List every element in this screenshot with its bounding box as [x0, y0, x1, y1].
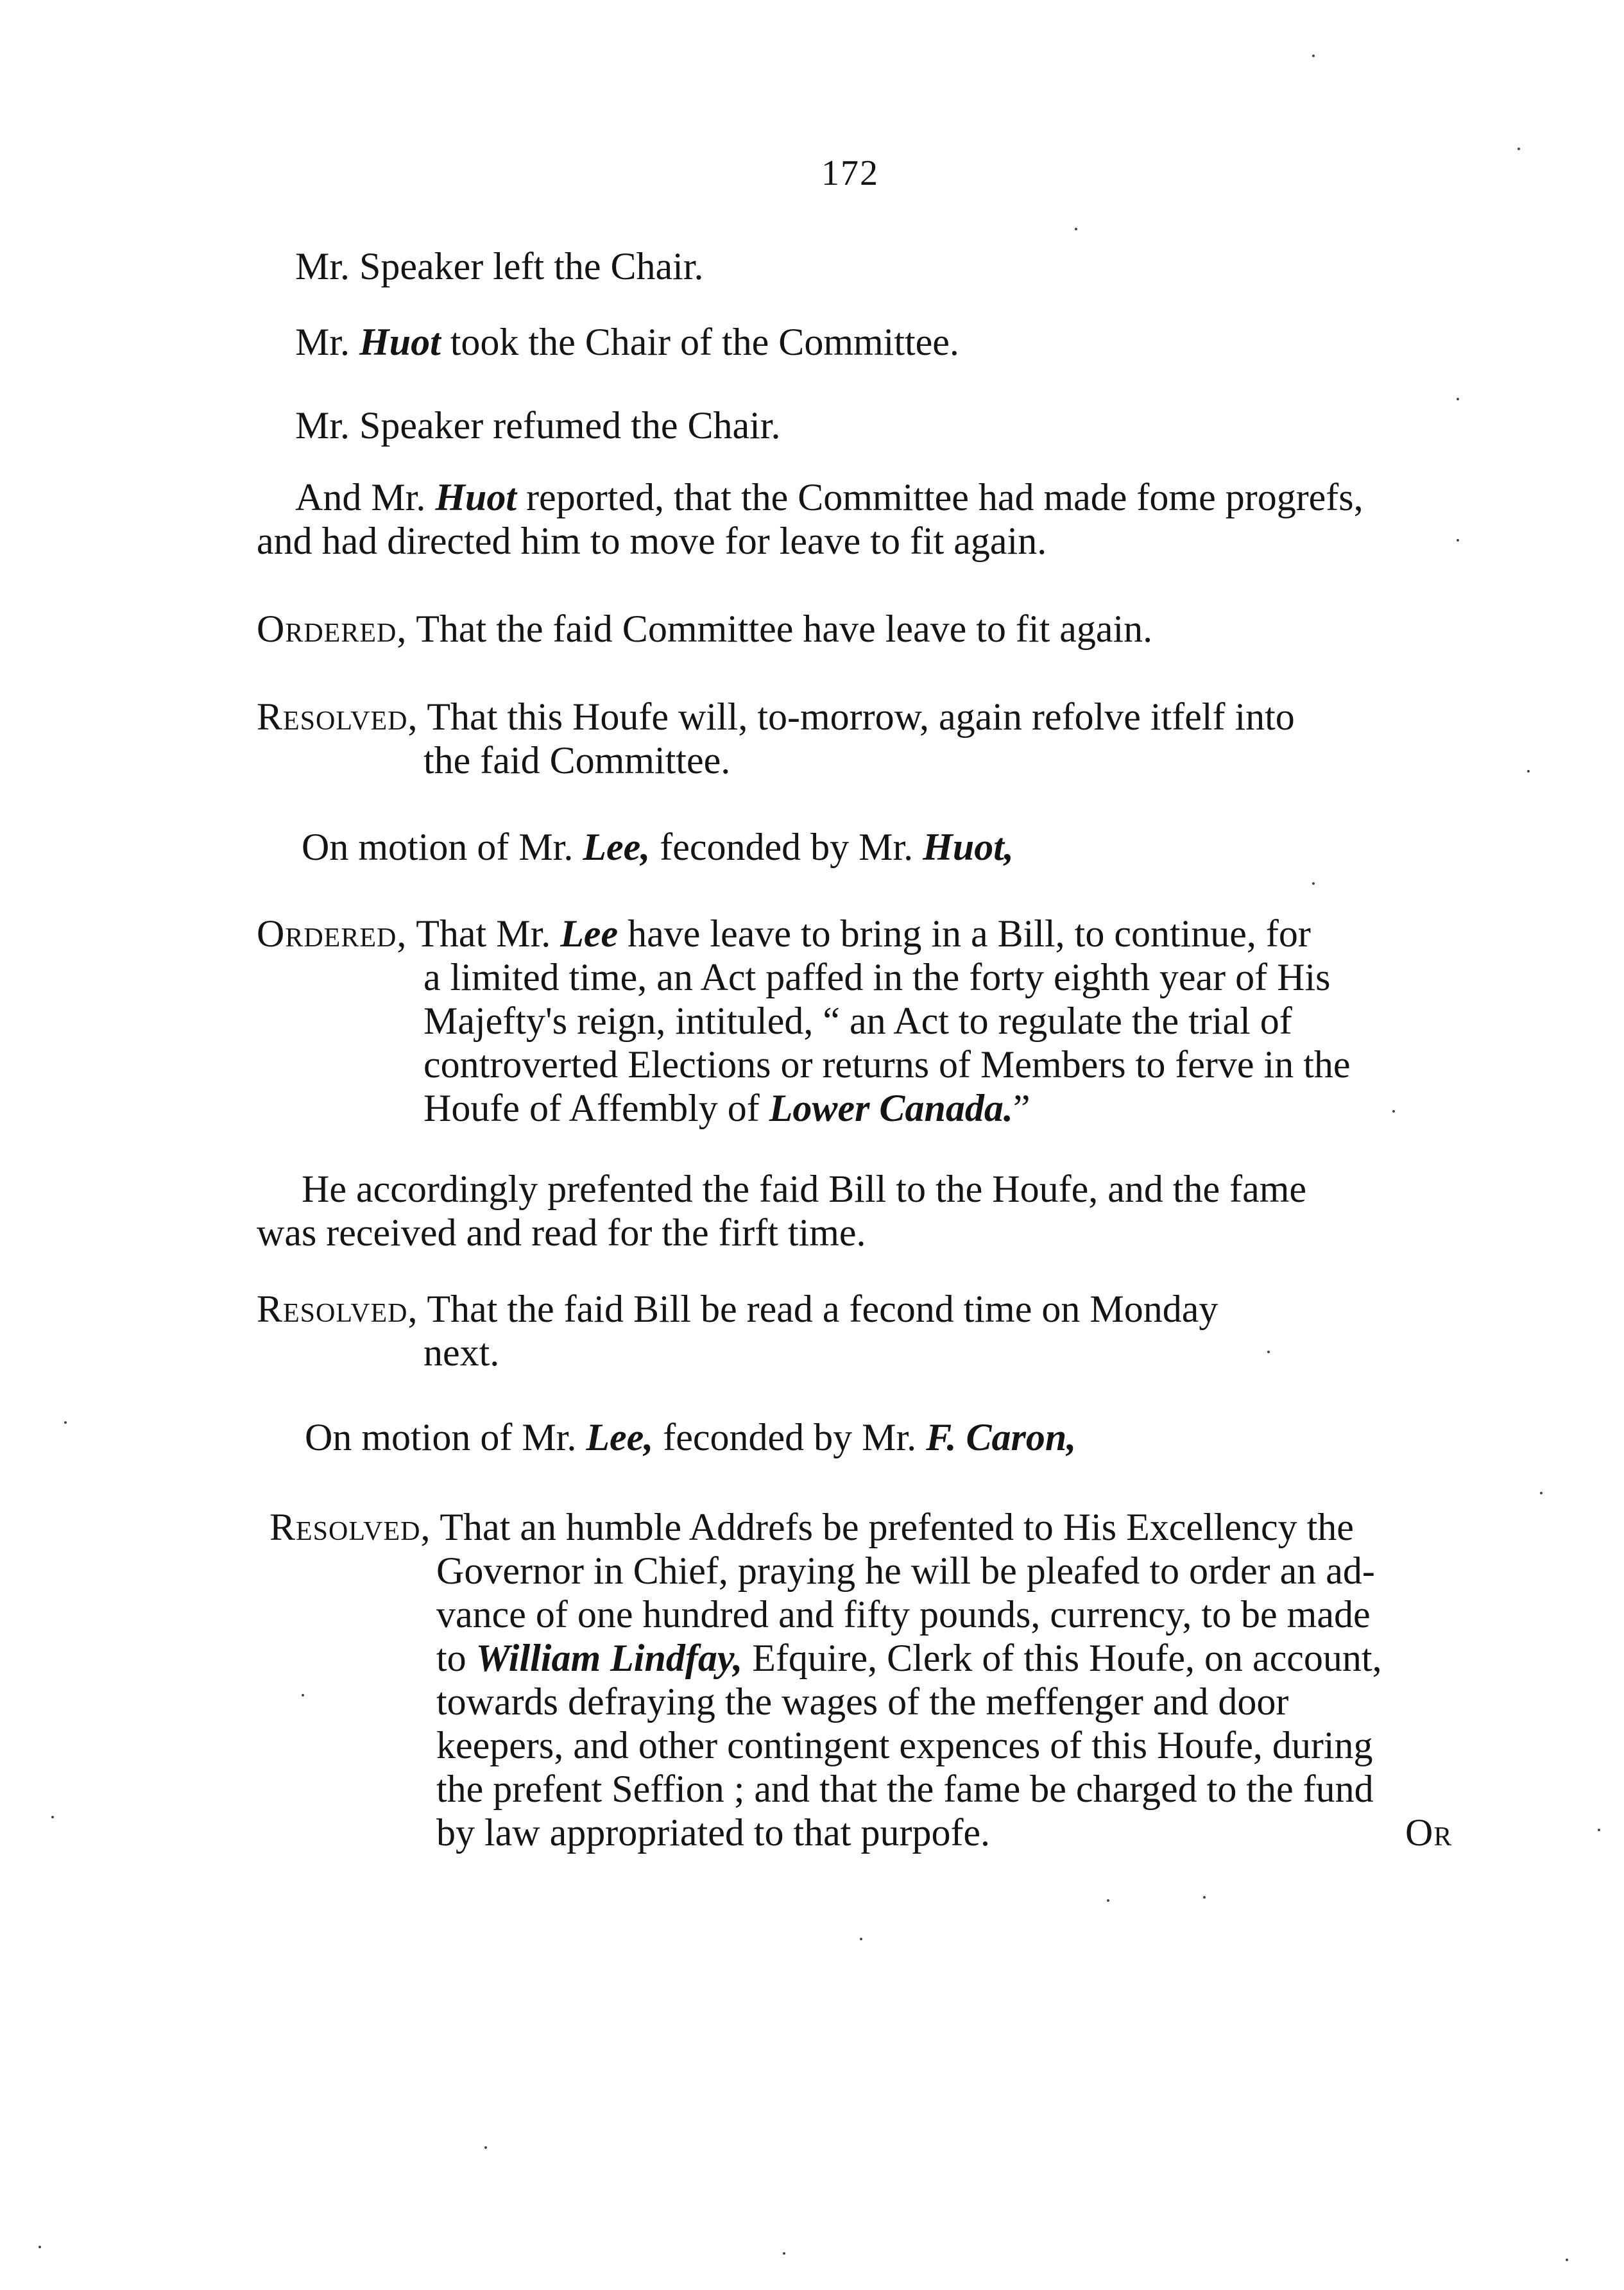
entry-text: He accordingly prefented the faid Bill to the Houfe, and the fame [302, 1168, 1307, 1210]
scan-speck [1517, 148, 1520, 150]
scan-speck [1527, 770, 1530, 773]
page-number: 172 [821, 153, 879, 193]
entry-text: took the Chair of the Committee. [450, 321, 959, 363]
entry-text: have leave to bring in a Bill, to continue, for [628, 912, 1311, 955]
scan-speck [1392, 1110, 1395, 1113]
entry-motion-lee-huot [302, 825, 1014, 869]
entry-text: That an humble Addrefs be prefented to His Excellency the [440, 1506, 1354, 1548]
scan-speck [1457, 398, 1459, 400]
member-name: Huot [359, 321, 441, 363]
scan-speck [1540, 1492, 1543, 1494]
member-name: Huot [435, 476, 517, 518]
entry-ordered-bill-line1 [257, 911, 1311, 956]
scan-speck [1598, 1829, 1600, 1831]
entry-text: On motion of Mr. [302, 826, 574, 868]
entry-huot-report-line1 [295, 475, 1363, 520]
entry-text: ” [1013, 1087, 1030, 1129]
entry-resolved-address-line3 [436, 1592, 1371, 1637]
entry-text: That the faid Bill be read a fecond time on Monday [427, 1288, 1218, 1330]
entry-text: Mr. Speaker refumed the Chair. [295, 404, 781, 447]
scan-speck [1312, 55, 1315, 57]
entry-text: keepers, and other contingent expences of this Houfe, during [436, 1724, 1373, 1766]
entry-label: Resolved, [257, 696, 418, 738]
entry-label: Resolved, [257, 1288, 418, 1330]
entry-ordered-bill-line5 [423, 1086, 1030, 1131]
entry-resolved-second-reading-line1 [257, 1286, 1218, 1331]
entry-text: the faid Committee. [423, 739, 731, 782]
scan-speck [1457, 539, 1459, 542]
entry-speaker-resumed [295, 403, 780, 448]
entry-resolved-address-line7 [436, 1766, 1374, 1811]
scan-speck [484, 2146, 487, 2149]
entry-text: feconded by Mr. [663, 1416, 917, 1458]
entry-ordered-bill-line2 [423, 955, 1331, 1000]
entry-label: Resolved, [269, 1506, 431, 1548]
entry-text: feconded by Mr. [660, 826, 914, 868]
entry-text: controverted Elections or returns of Members to ferve in the [423, 1043, 1351, 1086]
entry-text: On motion of Mr. [305, 1416, 577, 1458]
member-name: Lee, [586, 1416, 654, 1458]
scan-speck [51, 1816, 54, 1818]
entry-motion-lee-caron [305, 1415, 1076, 1460]
member-name: Lee [560, 912, 619, 955]
scan-speck [1203, 1896, 1206, 1899]
scan-speck [1075, 228, 1077, 230]
entry-bill-presented-line1 [302, 1166, 1306, 1211]
entry-resolved-second-reading-line2 [423, 1330, 499, 1375]
scan-speck [1312, 882, 1315, 885]
entry-text: to [436, 1637, 466, 1679]
entry-resolved-address-line8 [436, 1810, 990, 1855]
entry-text: That this Houfe will, to-morrow, again refolve itfelf into [427, 696, 1295, 738]
scan-speck [1566, 2259, 1568, 2261]
entry-text: towards defraying the wages of the meffenger and door [436, 1680, 1289, 1723]
entry-resolved-address-line4 [436, 1636, 1382, 1680]
scan-speck [64, 1421, 67, 1424]
place-name: Lower Canada. [769, 1087, 1013, 1129]
entry-text: That Mr. [416, 912, 551, 955]
entry-text: vance of one hundred and fifty pounds, currency, to be made [436, 1593, 1371, 1636]
entry-bill-presented-line2 [257, 1210, 866, 1255]
entry-text: was received and read for the firft time. [257, 1211, 866, 1254]
entry-text: Mr. [295, 321, 350, 363]
entry-text: Majefty's reign, intituled, “ an Act to regulate the trial of [423, 1000, 1292, 1042]
entry-resolved-address-line5 [436, 1679, 1288, 1724]
member-name: Lee, [583, 826, 651, 868]
entry-resolved-address-line2 [436, 1548, 1375, 1593]
entry-text: Mr. Speaker left the Chair. [295, 245, 704, 287]
entry-resolved-committee-line1 [257, 694, 1295, 739]
scan-speck [1107, 1899, 1109, 1902]
entry-ordered-bill-line4 [423, 1042, 1351, 1087]
entry-huot-report-line2 [257, 518, 1047, 563]
entry-huot-chair [295, 320, 959, 364]
scan-speck [860, 1938, 862, 1940]
entry-resolved-address-line1 [269, 1505, 1354, 1550]
entry-text: a limited time, an Act paffed in the forty eighth year of His [423, 956, 1331, 998]
entry-speaker-left [295, 244, 704, 289]
entry-ordered-bill-line3 [423, 998, 1292, 1043]
scan-speck [1267, 1351, 1270, 1353]
scan-speck [38, 2246, 41, 2248]
entry-ordered-leave [257, 606, 1152, 651]
entry-text: Efquire, Clerk of this Houfe, on account, [752, 1637, 1382, 1679]
scan-speck [302, 1694, 304, 1696]
entry-text: the prefent Seffion ; and that the fame be charged to the fund [436, 1768, 1374, 1810]
entry-text: Governor in Chief, praying he will be pleafed to order an ad- [436, 1550, 1375, 1592]
entry-text: by law appropriated to that purpofe. [436, 1811, 991, 1854]
entry-label: Ordered, [257, 608, 407, 650]
entry-text: That the faid Committee have leave to fit again. [416, 608, 1153, 650]
entry-resolved-committee-line2 [423, 738, 730, 783]
entry-text: and had directed him to move for leave to fit again. [257, 520, 1047, 562]
entry-text: Houfe of Affembly of [423, 1087, 760, 1129]
entry-text: next. [423, 1331, 500, 1374]
entry-label: Ordered, [257, 912, 407, 955]
scan-speck [783, 2252, 785, 2255]
catchword: Or [1405, 1811, 1453, 1854]
entry-text: reported, that the Committee had made fome progrefs, [526, 476, 1363, 518]
member-name: Huot, [923, 826, 1014, 868]
entry-text: And Mr. [295, 476, 426, 518]
person-name: William Lindfay, [475, 1637, 743, 1679]
entry-resolved-address-line6 [436, 1723, 1373, 1768]
member-name: F. Caron, [926, 1416, 1077, 1458]
